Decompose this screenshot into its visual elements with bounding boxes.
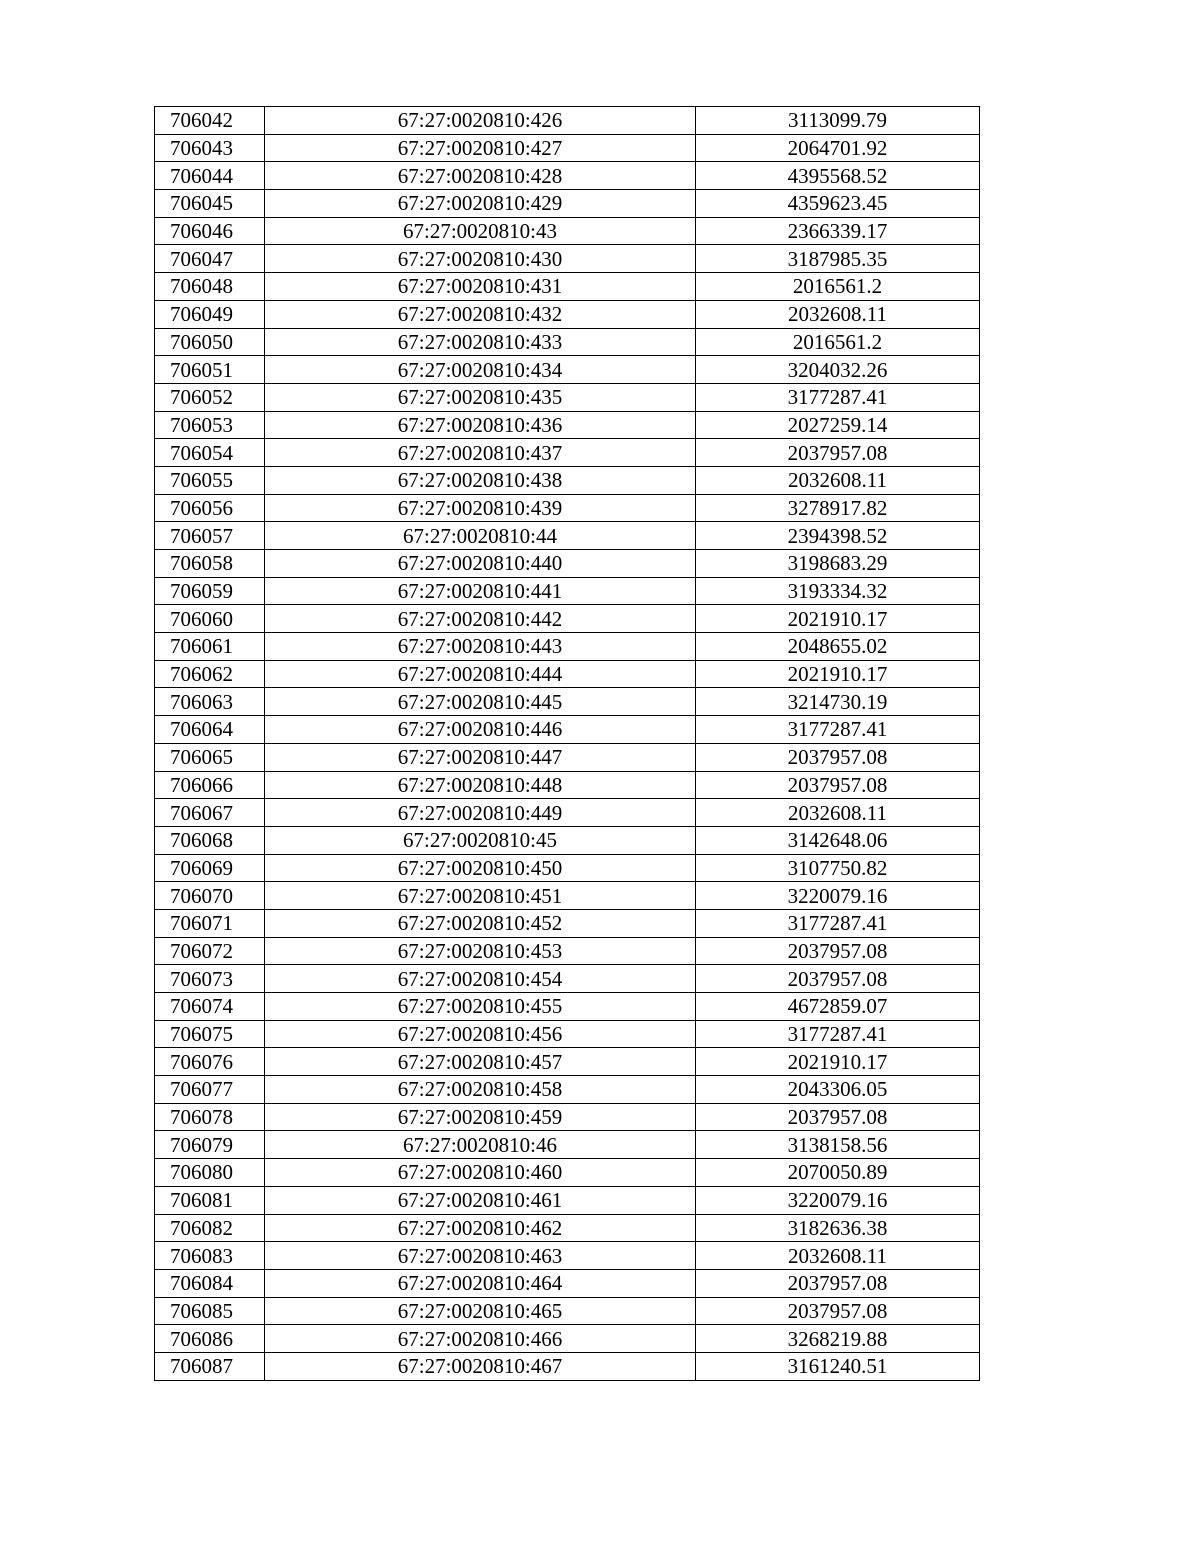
cadastral-number-cell: 67:27:0020810:462 <box>265 1214 696 1242</box>
cadastral-value-cell: 3278917.82 <box>696 494 980 522</box>
cadastral-value-cell: 2032608.11 <box>696 466 980 494</box>
cadastral-value-cell: 2021910.17 <box>696 1048 980 1076</box>
cadastral-value-cell: 2032608.11 <box>696 799 980 827</box>
cadastral-value-cell: 3204032.26 <box>696 356 980 384</box>
cadastral-number-cell: 67:27:0020810:466 <box>265 1325 696 1353</box>
table-row <box>155 1131 980 1159</box>
cadastral-number-cell: 67:27:0020810:427 <box>265 134 696 162</box>
row-id-cell: 706050 <box>155 328 265 356</box>
table-row <box>155 107 980 135</box>
row-id-cell: 706086 <box>155 1325 265 1353</box>
cadastral-value-cell: 2016561.2 <box>696 273 980 301</box>
row-id-cell: 706044 <box>155 162 265 190</box>
cadastral-value-cell: 2037957.08 <box>696 1269 980 1297</box>
cadastral-value-cell: 2037957.08 <box>696 965 980 993</box>
table-row <box>155 882 980 910</box>
cadastral-number-cell: 67:27:0020810:451 <box>265 882 696 910</box>
cadastral-value-cell: 3177287.41 <box>696 909 980 937</box>
row-id-cell: 706063 <box>155 688 265 716</box>
cadastral-value-cell: 3220079.16 <box>696 882 980 910</box>
cadastral-value-cell: 3268219.88 <box>696 1325 980 1353</box>
cadastral-number-cell: 67:27:0020810:449 <box>265 799 696 827</box>
table-row <box>155 1048 980 1076</box>
row-id-cell: 706075 <box>155 1020 265 1048</box>
cadastral-value-cell: 3187985.35 <box>696 245 980 273</box>
cadastral-value-cell: 2037957.08 <box>696 1103 980 1131</box>
cadastral-number-cell: 67:27:0020810:428 <box>265 162 696 190</box>
row-id-cell: 706061 <box>155 633 265 661</box>
cadastral-number-cell: 67:27:0020810:434 <box>265 356 696 384</box>
table-row <box>155 1020 980 1048</box>
table-row <box>155 716 980 744</box>
cadastral-value-cell: 4359623.45 <box>696 190 980 218</box>
cadastral-number-cell: 67:27:0020810:446 <box>265 716 696 744</box>
cadastral-number-cell: 67:27:0020810:459 <box>265 1103 696 1131</box>
cadastral-number-cell: 67:27:0020810:456 <box>265 1020 696 1048</box>
row-id-cell: 706082 <box>155 1214 265 1242</box>
table-row <box>155 993 980 1021</box>
cadastral-number-cell: 67:27:0020810:442 <box>265 605 696 633</box>
table-row <box>155 771 980 799</box>
cadastral-value-cell: 3177287.41 <box>696 716 980 744</box>
row-id-cell: 706079 <box>155 1131 265 1159</box>
cadastral-value-cell: 4395568.52 <box>696 162 980 190</box>
row-id-cell: 706084 <box>155 1269 265 1297</box>
cadastral-number-cell: 67:27:0020810:448 <box>265 771 696 799</box>
cadastral-value-cell: 3214730.19 <box>696 688 980 716</box>
cadastral-number-cell: 67:27:0020810:43 <box>265 217 696 245</box>
cadastral-value-cell: 3182636.38 <box>696 1214 980 1242</box>
cadastral-value-cell: 2016561.2 <box>696 328 980 356</box>
cadastral-number-cell: 67:27:0020810:467 <box>265 1352 696 1380</box>
row-id-cell: 706085 <box>155 1297 265 1325</box>
table-row <box>155 328 980 356</box>
table-row <box>155 965 980 993</box>
cadastral-number-cell: 67:27:0020810:46 <box>265 1131 696 1159</box>
cadastral-value-cell: 2394398.52 <box>696 522 980 550</box>
table-row <box>155 190 980 218</box>
row-id-cell: 706081 <box>155 1186 265 1214</box>
cadastral-number-cell: 67:27:0020810:457 <box>265 1048 696 1076</box>
table-row <box>155 245 980 273</box>
cadastral-number-cell: 67:27:0020810:450 <box>265 854 696 882</box>
table-row <box>155 134 980 162</box>
table-row <box>155 660 980 688</box>
row-id-cell: 706077 <box>155 1076 265 1104</box>
cadastral-value-cell: 2048655.02 <box>696 633 980 661</box>
cadastral-value-cell: 3177287.41 <box>696 1020 980 1048</box>
cadastral-value-cell: 3220079.16 <box>696 1186 980 1214</box>
row-id-cell: 706043 <box>155 134 265 162</box>
row-id-cell: 706059 <box>155 577 265 605</box>
row-id-cell: 706071 <box>155 909 265 937</box>
row-id-cell: 706070 <box>155 882 265 910</box>
cadastral-number-cell: 67:27:0020810:443 <box>265 633 696 661</box>
table-row <box>155 605 980 633</box>
cadastral-value-cell: 3113099.79 <box>696 107 980 135</box>
cadastral-value-cell: 2021910.17 <box>696 660 980 688</box>
cadastral-number-cell: 67:27:0020810:453 <box>265 937 696 965</box>
cadastral-value-cell: 2070050.89 <box>696 1159 980 1187</box>
row-id-cell: 706062 <box>155 660 265 688</box>
cadastral-number-cell: 67:27:0020810:45 <box>265 826 696 854</box>
row-id-cell: 706042 <box>155 107 265 135</box>
cadastral-number-cell: 67:27:0020810:464 <box>265 1269 696 1297</box>
row-id-cell: 706065 <box>155 743 265 771</box>
cadastral-value-cell: 2037957.08 <box>696 771 980 799</box>
cadastral-number-cell: 67:27:0020810:431 <box>265 273 696 301</box>
cadastral-number-cell: 67:27:0020810:461 <box>265 1186 696 1214</box>
cadastral-number-cell: 67:27:0020810:447 <box>265 743 696 771</box>
row-id-cell: 706080 <box>155 1159 265 1187</box>
table-row <box>155 799 980 827</box>
row-id-cell: 706045 <box>155 190 265 218</box>
cadastral-value-cell: 2037957.08 <box>696 439 980 467</box>
cadastral-value-cell: 2027259.14 <box>696 411 980 439</box>
row-id-cell: 706087 <box>155 1352 265 1380</box>
cadastral-value-cell: 3161240.51 <box>696 1352 980 1380</box>
cadastral-value-cell: 2037957.08 <box>696 1297 980 1325</box>
table-row <box>155 411 980 439</box>
row-id-cell: 706064 <box>155 716 265 744</box>
cadastral-number-cell: 67:27:0020810:444 <box>265 660 696 688</box>
table-row <box>155 466 980 494</box>
table-row <box>155 633 980 661</box>
table-row <box>155 300 980 328</box>
row-id-cell: 706068 <box>155 826 265 854</box>
table-row <box>155 550 980 578</box>
cadastral-number-cell: 67:27:0020810:460 <box>265 1159 696 1187</box>
row-id-cell: 706074 <box>155 993 265 1021</box>
table-row <box>155 1186 980 1214</box>
cadastral-value-cell: 2037957.08 <box>696 743 980 771</box>
table-row <box>155 1325 980 1353</box>
table-row <box>155 688 980 716</box>
table-row <box>155 1103 980 1131</box>
table-row <box>155 1159 980 1187</box>
cadastral-value-cell: 3142648.06 <box>696 826 980 854</box>
row-id-cell: 706067 <box>155 799 265 827</box>
table-row <box>155 217 980 245</box>
table-row <box>155 909 980 937</box>
table-row <box>155 273 980 301</box>
row-id-cell: 706072 <box>155 937 265 965</box>
table-row <box>155 439 980 467</box>
cadastral-number-cell: 67:27:0020810:429 <box>265 190 696 218</box>
cadastral-number-cell: 67:27:0020810:455 <box>265 993 696 1021</box>
row-id-cell: 706057 <box>155 522 265 550</box>
cadastral-number-cell: 67:27:0020810:430 <box>265 245 696 273</box>
cadastral-value-cell: 3193334.32 <box>696 577 980 605</box>
cadastral-number-cell: 67:27:0020810:437 <box>265 439 696 467</box>
row-id-cell: 706049 <box>155 300 265 328</box>
table-row <box>155 743 980 771</box>
cadastral-value-cell: 2064701.92 <box>696 134 980 162</box>
table-row <box>155 854 980 882</box>
cadastral-value-cell: 2037957.08 <box>696 937 980 965</box>
cadastral-number-cell: 67:27:0020810:445 <box>265 688 696 716</box>
row-id-cell: 706060 <box>155 605 265 633</box>
row-id-cell: 706047 <box>155 245 265 273</box>
table-row <box>155 826 980 854</box>
cadastral-value-cell: 2032608.11 <box>696 1242 980 1270</box>
cadastral-number-cell: 67:27:0020810:426 <box>265 107 696 135</box>
table-row <box>155 937 980 965</box>
table-body <box>155 107 980 1381</box>
table-row <box>155 162 980 190</box>
cadastral-value-cell: 3138158.56 <box>696 1131 980 1159</box>
cadastral-number-cell: 67:27:0020810:438 <box>265 466 696 494</box>
table-row <box>155 522 980 550</box>
cadastral-value-cell: 4672859.07 <box>696 993 980 1021</box>
table-row <box>155 1076 980 1104</box>
table-row <box>155 383 980 411</box>
table-row <box>155 1242 980 1270</box>
cadastral-number-cell: 67:27:0020810:441 <box>265 577 696 605</box>
table-row <box>155 356 980 384</box>
cadastral-number-cell: 67:27:0020810:432 <box>265 300 696 328</box>
row-id-cell: 706066 <box>155 771 265 799</box>
row-id-cell: 706053 <box>155 411 265 439</box>
row-id-cell: 706058 <box>155 550 265 578</box>
row-id-cell: 706048 <box>155 273 265 301</box>
cadastral-number-cell: 67:27:0020810:436 <box>265 411 696 439</box>
row-id-cell: 706055 <box>155 466 265 494</box>
cadastral-number-cell: 67:27:0020810:458 <box>265 1076 696 1104</box>
cadastral-number-cell: 67:27:0020810:439 <box>265 494 696 522</box>
cadastral-value-cell: 3107750.82 <box>696 854 980 882</box>
row-id-cell: 706054 <box>155 439 265 467</box>
row-id-cell: 706083 <box>155 1242 265 1270</box>
cadastral-value-cell: 2366339.17 <box>696 217 980 245</box>
cadastral-number-cell: 67:27:0020810:435 <box>265 383 696 411</box>
cadastral-number-cell: 67:27:0020810:452 <box>265 909 696 937</box>
cadastral-number-cell: 67:27:0020810:465 <box>265 1297 696 1325</box>
cadastral-number-cell: 67:27:0020810:44 <box>265 522 696 550</box>
row-id-cell: 706051 <box>155 356 265 384</box>
table-row <box>155 577 980 605</box>
cadastral-value-table <box>154 106 980 1381</box>
table-row <box>155 1269 980 1297</box>
cadastral-number-cell: 67:27:0020810:433 <box>265 328 696 356</box>
cadastral-value-cell: 2043306.05 <box>696 1076 980 1104</box>
cadastral-number-cell: 67:27:0020810:454 <box>265 965 696 993</box>
table-row <box>155 1214 980 1242</box>
row-id-cell: 706046 <box>155 217 265 245</box>
row-id-cell: 706056 <box>155 494 265 522</box>
cadastral-value-cell: 3198683.29 <box>696 550 980 578</box>
row-id-cell: 706069 <box>155 854 265 882</box>
cadastral-value-cell: 3177287.41 <box>696 383 980 411</box>
row-id-cell: 706078 <box>155 1103 265 1131</box>
cadastral-value-cell: 2032608.11 <box>696 300 980 328</box>
table-row <box>155 1352 980 1380</box>
table-row <box>155 1297 980 1325</box>
row-id-cell: 706052 <box>155 383 265 411</box>
cadastral-number-cell: 67:27:0020810:440 <box>265 550 696 578</box>
row-id-cell: 706073 <box>155 965 265 993</box>
cadastral-value-cell: 2021910.17 <box>696 605 980 633</box>
table-row <box>155 494 980 522</box>
row-id-cell: 706076 <box>155 1048 265 1076</box>
cadastral-number-cell: 67:27:0020810:463 <box>265 1242 696 1270</box>
